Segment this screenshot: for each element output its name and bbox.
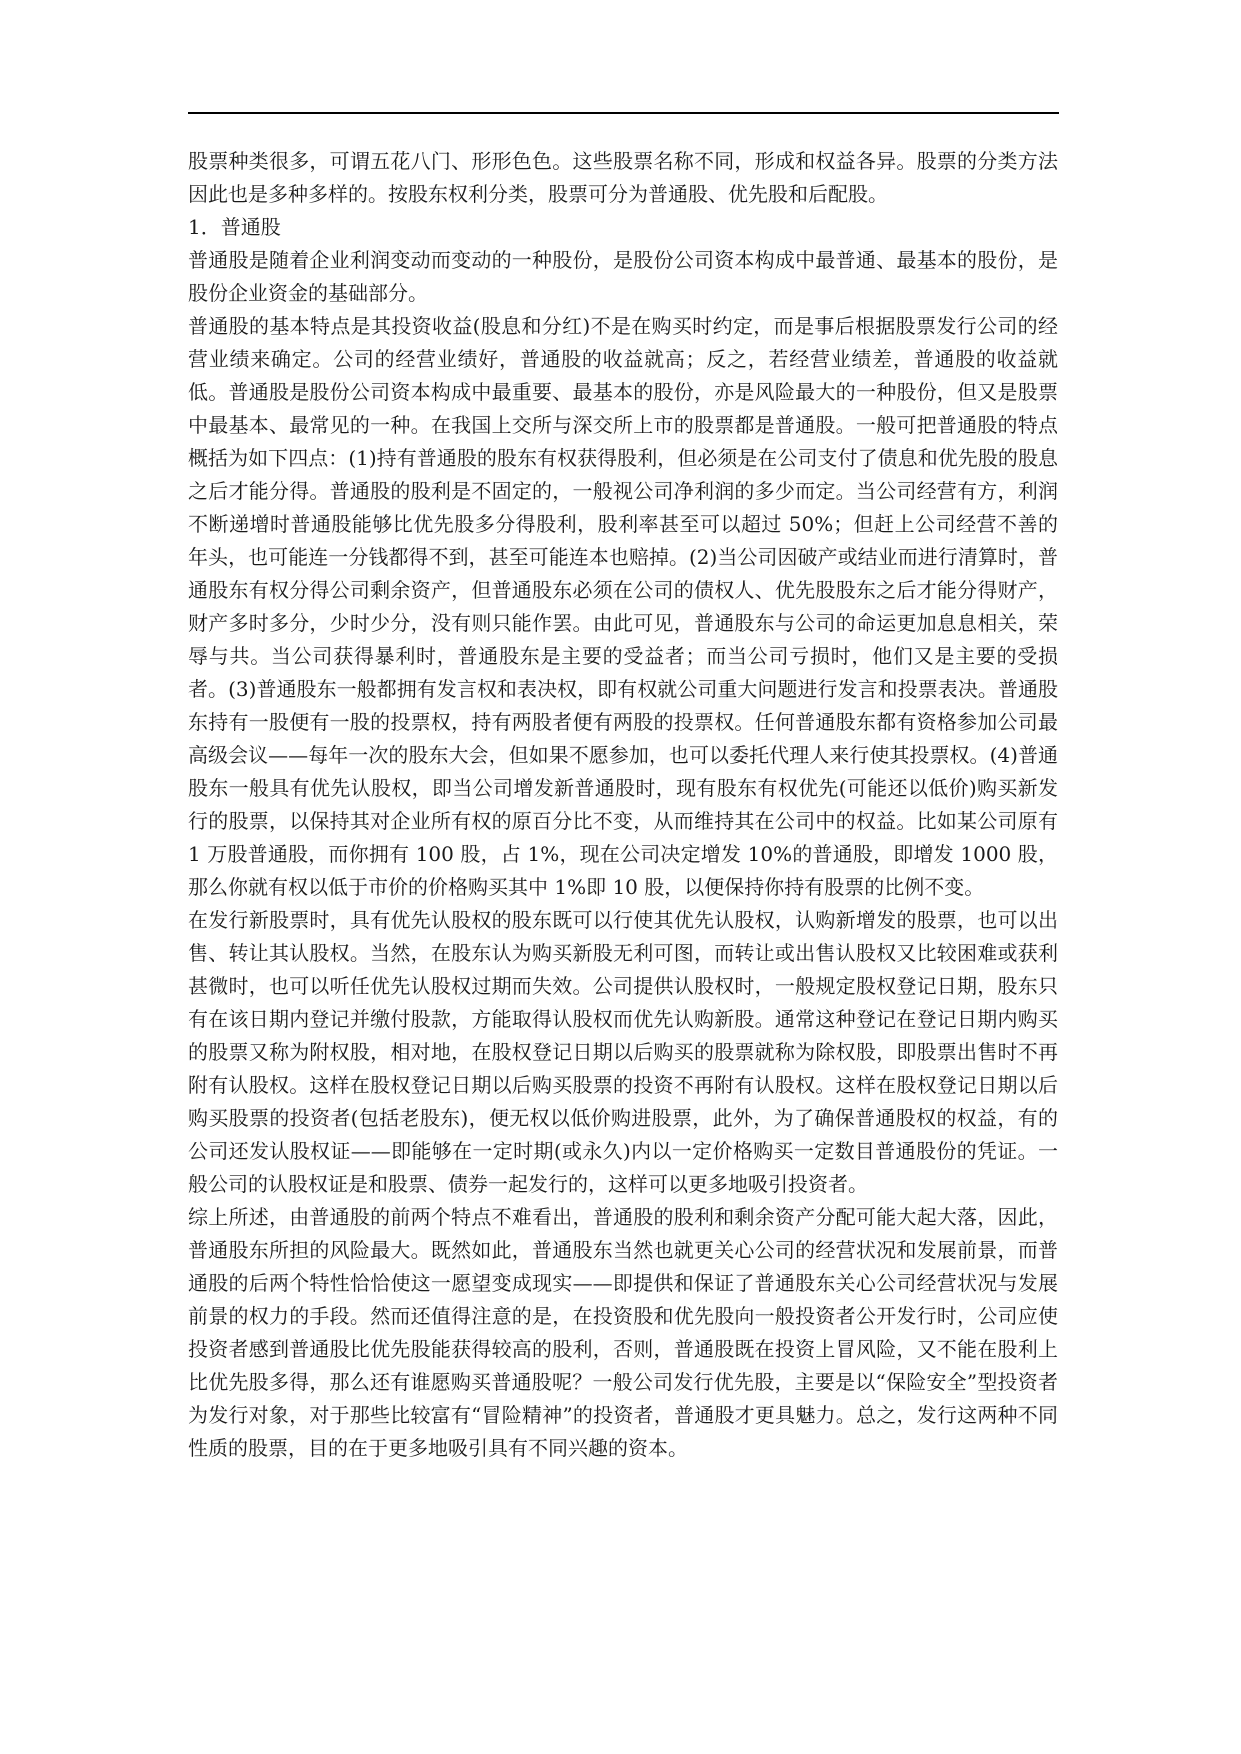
intro-paragraph: 股票种类很多，可谓五花八门、形形色色。这些股票名称不同，形成和权益各异。股票的分类方法因此也是多种多样的。按股东权利分类，股票可分为普通股、优先股和后配股。: [188, 149, 1058, 206]
document-body: [188, 145, 1058, 1465]
definition-paragraph: 普通股是随着企业利润变动而变动的一种股份，是股份公司资本构成中最普通、最基本的股份，是股份企业资金的基础部分。: [188, 248, 1058, 305]
summary-paragraph: 综上所述，由普通股的前两个特点不难看出，普通股的股利和剩余资产分配可能大起大落，因此，普通股东所担的风险最大。既然如此，普通股东当然也就更关心公司的经营状况和发展前景，而普通股的后两个特性恰恰使这一愿望变成现实——即提供和保证了普通股东关心公司经营状况与发展前景的权力的手段。然而还值得注意的是，在投资股和优先股向一般投资者公开发行时，公司应使投资者感到普通股比优先股能获得较高的股利，否则，普通股既在投资上冒风险，又不能在股利上比优先股多得，那么还有谁愿购买普通股呢？一般公司发行优先股，主要是以“保险安全”型投资者为发行对象，对于那些比较富有“冒险精神”的投资者，普通股才更具魅力。总之，发行这两种不同性质的股票，目的在于更多地吸引具有不同兴趣的资本。: [188, 1205, 1058, 1460]
header-rule: [188, 112, 1059, 114]
features-paragraph: 普通股的基本特点是其投资收益(股息和分红)不是在购买时约定，而是事后根据股票发行公司的经营业绩来确定。公司的经营业绩好，普通股的收益就高；反之，若经营业绩差，普通股的收益就低。普通股是股份公司资本构成中最重要、最基本的股份，亦是风险最大的一种股份，但又是股票中最基本、最常见的一种。在我国上交所与深交所上市的股票都是普通股。一般可把普通股的特点概括为如下四点：(1)持有普通股的股东有权获得股利，但必须是在公司支付了债息和优先股的股息之后才能分得。普通股的股利是不固定的，一般视公司净利润的多少而定。当公司经营有方，利润不断递增时普通股能够比优先股多分得股利，股利率甚至可以超过 50%；但赶上公司经营不善的年头，也可能连一分钱都得不到，甚至可能连本也赔掉。(2)当公司因破产或结业而进行清算时，普通股东有权分得公司剩余资产，但普通股东必须在公司的债权人、优先股股东之后才能分得财产，财产多时多分，少时少分，没有则只能作罢。由此可见，普通股东与公司的命运更加息息相关，荣辱与共。当公司获得暴利时，普通股东是主要的受益者；而当公司亏损时，他们又是主要的受损者。(3)普通股东一般都拥有发言权和表决权，即有权就公司重大问题进行发言和投票表决。普通股东持有一股便有一股的投票权，持有两股者便有两股的投票权。任何普通股东都有资格参加公司最高级会议——每年一次的股东大会，但如果不愿参加，也可以委托代理人来行使其投票权。(4)普通股东一般具有优先认股权，即当公司增发新普通股时，现有股东有权优先(可能还以低价)购买新发行的股票，以保持其对企业所有权的原百分比不变，从而维持其在公司中的权益。比如某公司原有 1 万股普通股，而你拥有 100 股，占 1%，现在公司决定增发 10%的普通股，即增发 1000 股，那么你就有权以低于市价的价格购买其中 1%即 10 股，以便保持你持有股票的比例不变。: [188, 314, 1058, 899]
section-heading: 1．普通股: [188, 215, 281, 239]
rights-paragraph: 在发行新股票时，具有优先认股权的股东既可以行使其优先认股权，认购新增发的股票，也可以出售、转让其认股权。当然，在股东认为购买新股无利可图，而转让或出售认股权又比较困难或获利甚微时，也可以听任优先认股权过期而失效。公司提供认股权时，一般规定股权登记日期，股东只有在该日期内登记并缴付股款，方能取得认股权而优先认购新股。通常这种登记在登记日期内购买的股票又称为附权股，相对地，在股权登记日期以后购买的股票就称为除权股，即股票出售时不再附有认股权。这样在股权登记日期以后购买股票的投资不再附有认股权。这样在股权登记日期以后购买股票的投资者(包括老股东)，便无权以低价购进股票，此外，为了确保普通股权的权益，有的公司还发认股权证——即能够在一定时期(或永久)内以一定价格购买一定数目普通股份的凭证。一般公司的认股权证是和股票、债券一起发行的，这样可以更多地吸引投资者。: [188, 908, 1058, 1196]
